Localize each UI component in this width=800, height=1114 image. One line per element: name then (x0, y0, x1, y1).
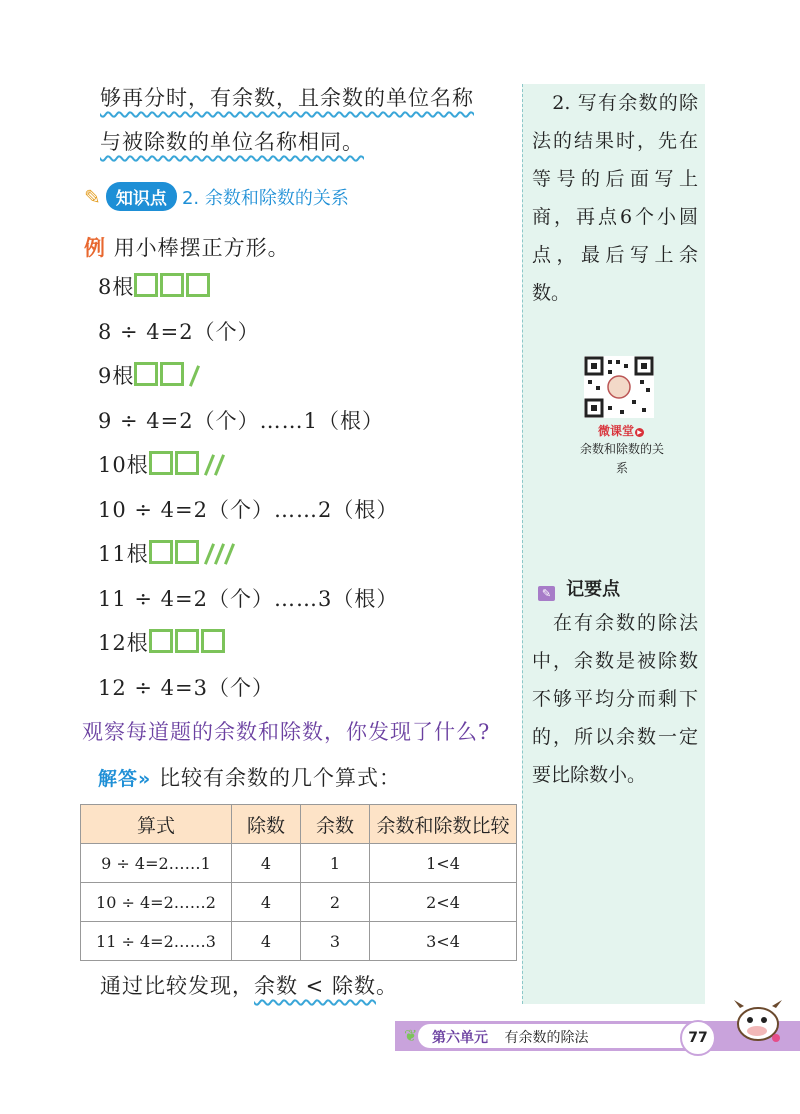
stick-square-icon (175, 451, 199, 475)
memo-header (538, 575, 620, 601)
leaf-icon: ❦ (404, 1026, 418, 1045)
page-number: 77 (680, 1020, 716, 1056)
stick-row (98, 361, 398, 406)
knowledge-badge: 知识点 (106, 182, 177, 211)
stick-count-label: 12根 (98, 631, 149, 655)
division-equation: 11 ÷ 4=2（个）……3（根） (98, 586, 399, 611)
stick-row (98, 272, 398, 317)
stick-row (98, 628, 398, 673)
intro-line-1: 够再分时，有余数，且余数的单位名称 (100, 86, 474, 110)
extra-stick-icon (224, 543, 235, 565)
table-cell: 1 (301, 844, 370, 883)
qr-label-row (586, 420, 656, 439)
stick-square-icon (160, 273, 184, 297)
qr-caption: 余数和除数的关系 (580, 442, 665, 475)
stick-square-icon (175, 629, 199, 653)
stick-rows (98, 272, 398, 717)
memo-text: 在有余数的除法中，余数是被除数不够平均分而剩下的，所以余数一定要比除数小。 (532, 612, 698, 786)
table-cell: 1<4 (370, 844, 517, 883)
conclusion-prefix: 通过比较发现， (100, 974, 254, 998)
table-header-cell: 余数 (301, 805, 370, 844)
table-cell: 4 (232, 883, 301, 922)
division-equation: 9 ÷ 4=2（个）……1（根） (98, 408, 384, 433)
footer-text (432, 1027, 588, 1047)
answer-label: 解答» (98, 768, 152, 790)
stick-square-icon (134, 273, 158, 297)
division-equation: 12 ÷ 4=3（个） (98, 675, 274, 700)
footer-unit: 第六单元 (432, 1030, 488, 1046)
table-cell: 4 (232, 922, 301, 961)
play-icon: ▶ (635, 428, 644, 437)
conclusion-line (100, 970, 398, 1000)
extra-stick-icon (214, 454, 225, 476)
qr-label: 微课堂 (597, 424, 634, 438)
stick-row (98, 539, 398, 584)
sidebar-note: 2. 写有余数的除法的结果时，先在等号的后面写上商，再点6个小圆点，最后写上余数。 (532, 92, 698, 304)
example-label: 例 (84, 236, 106, 260)
table-cell: 3 (301, 922, 370, 961)
stick-count-label: 11根 (98, 542, 149, 566)
extra-stick-icon (189, 365, 200, 387)
example-text: 用小棒摆正方形。 (113, 236, 290, 260)
table-cell: 4 (232, 844, 301, 883)
answer-text: 比较有余数的几个算式： (158, 766, 401, 790)
table-row (81, 922, 517, 961)
table-header-cell: 算式 (81, 805, 232, 844)
memo-title: 记要点 (566, 579, 621, 600)
extra-stick-icon (204, 543, 215, 565)
table-header-row (81, 805, 517, 844)
question-text: 观察每道题的余数和除数，你发现了什么? (82, 720, 491, 744)
intro-line-2: 与被除数的单位名称相同。 (100, 130, 364, 154)
comparison-table (80, 804, 517, 961)
table-cell: 2 (301, 883, 370, 922)
extra-stick-icon (204, 454, 215, 476)
conclusion-highlight: 余数 < 除数 (254, 974, 376, 998)
table-cell: 10 ÷ 4=2……2 (81, 883, 232, 922)
stick-square-icon (149, 629, 173, 653)
footer-title: 有余数的除法 (504, 1030, 589, 1046)
division-equation: 8 ÷ 4=2（个） (98, 319, 260, 344)
stick-row (98, 450, 398, 495)
table-row (81, 883, 517, 922)
stick-square-icon (175, 540, 199, 564)
stick-square-icon (186, 273, 210, 297)
knowledge-point-header (84, 182, 349, 211)
stick-square-icon (201, 629, 225, 653)
conclusion-suffix: 。 (375, 974, 398, 998)
cow-mascot-icon (730, 994, 786, 1044)
table-cell: 11 ÷ 4=2……3 (81, 922, 232, 961)
qr-code-icon[interactable] (584, 356, 654, 418)
stick-square-icon (160, 362, 184, 386)
stick-count-label: 9根 (98, 364, 135, 388)
table-cell: 9 ÷ 4=2……1 (81, 844, 232, 883)
stick-square-icon (149, 540, 173, 564)
knowledge-title: 2. 余数和除数的关系 (181, 188, 349, 209)
stick-square-icon (149, 451, 173, 475)
pencil-icon: ✎ (84, 185, 101, 209)
answer-line (98, 762, 401, 792)
example-line (84, 232, 290, 262)
notebook-icon: ✎ (538, 586, 555, 601)
table-row (81, 844, 517, 883)
extra-stick-icon (214, 543, 225, 565)
stick-count-label: 10根 (98, 453, 149, 477)
table-cell: 2<4 (370, 883, 517, 922)
stick-square-icon (134, 362, 158, 386)
table-header-cell: 除数 (232, 805, 301, 844)
division-equation: 10 ÷ 4=2（个）……2（根） (98, 497, 399, 522)
table-header-cell: 余数和除数比较 (370, 805, 517, 844)
table-cell: 3<4 (370, 922, 517, 961)
stick-count-label: 8根 (98, 275, 135, 299)
